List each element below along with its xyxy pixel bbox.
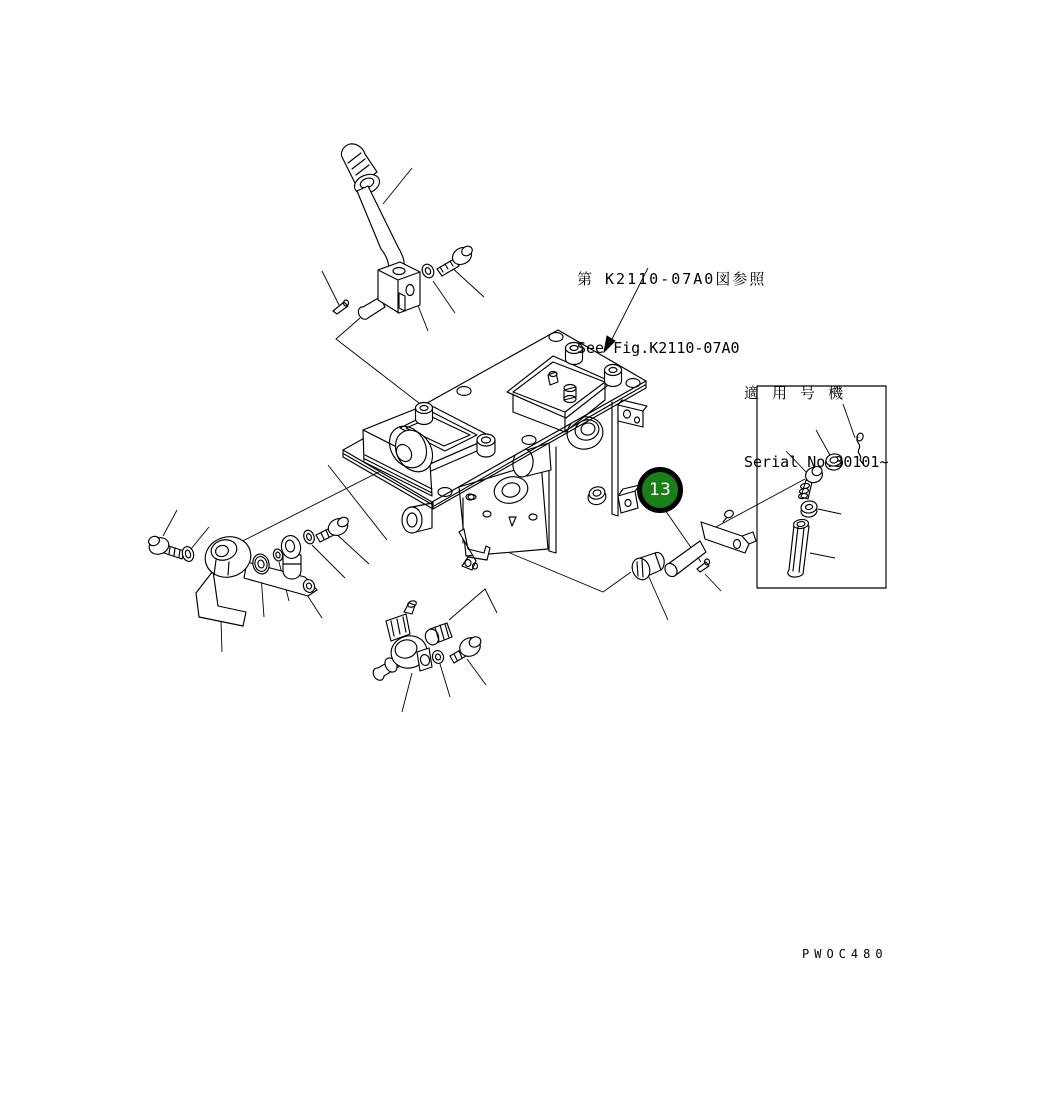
serial-applicability-note [744,336,889,520]
part-callout-13[interactable] [637,467,683,513]
serial-note-jp: 適 用 号 機 [744,384,846,402]
part-callout-13-number: 13 [649,480,671,500]
lever-mount-block [358,262,420,319]
figure-reference-en: See Fig.K2110-07A0 [577,339,740,357]
serial-note-en: Serial No.30101~ [744,453,889,471]
cotter-pin-upper [333,300,349,314]
pin-assembly-13 [629,509,756,582]
cam-valve-assembly [373,600,483,681]
bolt-washer-top [420,244,475,280]
drawing-code: PWOC480 [802,947,888,961]
figure-reference-jp: 第 K2110-07A0図参照 [577,270,767,288]
figure-reference-note [577,222,766,406]
control-lever-rod [341,144,404,284]
lever-assembly-cluster [147,516,351,626]
